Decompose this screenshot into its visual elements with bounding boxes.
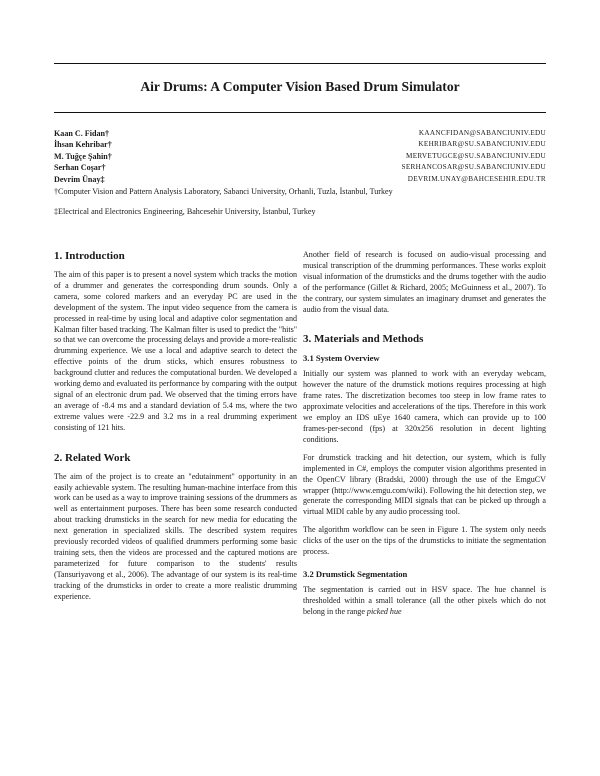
top-rule [54, 63, 546, 64]
author-email: DEVRIM.UNAY@BAHCESEHIR.EDU.TR [407, 174, 546, 183]
paragraph: Initially our system was planned to work with an everyday webcam, however the nature of the drumstick motions requires processing at high frame rates. The discretization becomes too steep in low frame rates to approximate velocities and accelerations of the tips. Therefore in this work we employ an IDS uEye 1640 camera, which can provide up to 100 frames-per-second (fps) at 320x256 resolution in decent lighting conditions. [303, 369, 546, 444]
author-name: İhsan Kehribar† [54, 140, 112, 150]
paragraph: The algorithm workflow can be seen in Figure 1. The system only needs clicks of the user on the tips of the drumsticks to initiate the segmentation process. [303, 525, 546, 557]
paragraph: The aim of the project is to create an "edutainment" opportunity in an easily achievable system. The resulting human-machine interface from this work can be used as a way to improve training sessions of the drummers as well as entertainment purposes. There has been some research conducted about tracking drumsticks in the search for new media for educating the next generation in specialized skills. The described system requires previously recorded videos of qualified drummers performing some basic training sets, then the videos are processed and the captured motions are parameterized for future comparison to the students' results (Tansuriyavong et al., 2006). The advantage of our system is its real-time tracking of the drumsticks in order to create a more realistic drumming experience. [54, 471, 297, 601]
author-row [54, 139, 546, 150]
author-email: KEHRIBAR@SU.SABANCIUNIV.EDU [418, 140, 546, 149]
section-heading: 3. Materials and Methods [303, 333, 424, 346]
left-column [54, 250, 297, 609]
author-email: SERHANCOSAR@SU.SABANCIUNIV.EDU [401, 163, 546, 172]
author-row [54, 128, 546, 139]
paragraph: For drumstick tracking and hit detection, our system, which is fully implemented in C#, employs the computer vision algorithms presented in the OpenCV library (Bradski, 2000) through the use of the EmguCV wrapper (http://www.emgu.com/wiki). Following the hit detection step, we generate the corresponding MIDI signals that can be picked up through a virtual MIDI cable by any audio processing tool. [303, 452, 546, 517]
section-heading: 2. Related Work [54, 451, 131, 464]
author-email: MERVETUGCE@SU.SABANCIUNIV.EDU [406, 151, 546, 160]
affiliation-2: ‡Electrical and Electronics Engineering, Bahcesehir University, İstanbul, Turkey [54, 207, 316, 217]
paragraph: The aim of this paper is to present a novel system which tracks the motion of a drummer and generates the corresponding drum sounds. Only a camera, some colored markers and an everyday PC are used in the development of the system. The input video sequence from the camera is processed in real-time by using local and adaptive color segmentation and Kalman filter based tracking. The Kalman filter is used to predict the "hits" so that we can overcome the processing delays and provide a more-realistic drumming experience. We use a local and adaptive search to detect the effective points of the drum sticks, which ensures robustness to background clutter and reduces the computational burden. We developed a working demo and evaluated its performance by comparing with the output signal of an electronic drum pad. We observed that the timing errors have an average of -8.4 ms and a standard deviation of 5.4 ms, where the two extreme values were -22.9 and 3.2 ms in a real drumming experiment consisting of 121 hits. [54, 270, 297, 432]
paragraph: Another field of research is focused on audio-visual processing and musical transcription of the drumming performances. These works exploit visual information of the drumsticks and the drums together with the audio of the performance (Gillet & Richard, 2005; McGuinness et al., 2007). To the contrary, our system simulates an imaginary drumset and generates the audio from the visual data. [303, 250, 546, 314]
author-name: M. Tuğçe Şahin† [54, 151, 112, 161]
paragraph-text: The segmentation is carried out in HSV space. The hue channel is thresholded within a small tolerance (all the other pixels which do not belong in the range [303, 584, 546, 616]
title-rule [54, 112, 546, 113]
subsection-heading: 3.2 Drumstick Segmentation [303, 568, 408, 579]
subsection-heading: 3.1 System Overview [303, 353, 380, 364]
emphasis-text: picked hue [366, 606, 402, 616]
affiliation-1: †Computer Vision and Pattern Analysis Laboratory, Sabanci University, Orhanli, Tuzla, İstanbul, Turkey [54, 187, 393, 197]
author-block [54, 128, 546, 217]
author-row [54, 174, 546, 185]
author-name: Serhan Coşar† [54, 163, 106, 173]
author-row [54, 162, 546, 173]
author-row [54, 151, 546, 162]
section-heading: 1. Introduction [54, 250, 125, 262]
author-name: Devrim Ünay‡ [54, 174, 105, 184]
right-column [303, 250, 546, 625]
author-email: KAANCFIDAN@SABANCIUNIV.EDU [418, 129, 546, 137]
paper-title: Air Drums: A Computer Vision Based Drum Simulator [140, 79, 460, 94]
author-name: Kaan C. Fidan† [54, 129, 110, 138]
paragraph [303, 585, 546, 618]
